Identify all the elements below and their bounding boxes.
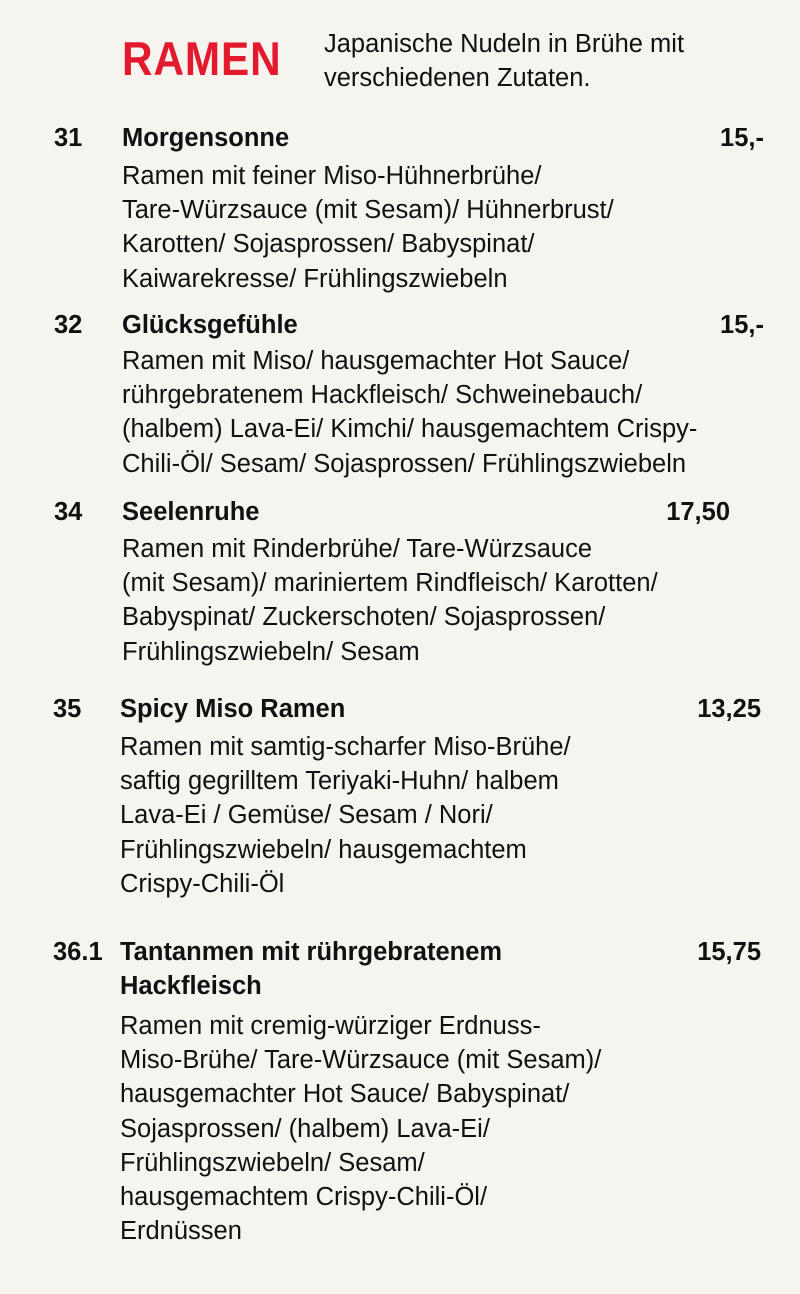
item-description — [122, 532, 782, 669]
item-description-line: Lava-Ei / Gemüse/ Sesam / Nori/ — [120, 801, 493, 830]
item-description-line: Erdnüssen — [120, 1217, 242, 1246]
item-description-line: hausgemachter Hot Sauce/ Babyspinat/ — [120, 1080, 570, 1109]
item-name-line: Spicy Miso Ramen — [120, 695, 346, 723]
item-price: 17,50 — [666, 498, 730, 526]
item-description-line: (mit Sesam)/ mariniertem Rindfleisch/ Karotten/ — [122, 569, 658, 598]
item-name — [122, 308, 642, 342]
item-description-line: Kaiwarekresse/ Frühlingszwiebeln — [122, 264, 508, 293]
item-description-line: Ramen mit feiner Miso-Hühnerbrühe/ — [122, 162, 542, 190]
item-name — [120, 935, 640, 1003]
item-description-line: Tare-Würzsauce (mit Sesam)/ Hühnerbrust/ — [122, 196, 614, 225]
item-name-line: Morgensonne — [122, 124, 290, 152]
item-number: 31 — [54, 124, 83, 152]
item-description-line: Frühlingszwiebeln/ hausgemachtem — [120, 835, 527, 864]
item-price: 13,25 — [697, 695, 761, 723]
item-description-line: Sojasprossen/ (halbem) Lava-Ei/ — [120, 1114, 490, 1143]
item-description — [120, 1009, 780, 1248]
item-number: 35 — [53, 695, 82, 723]
item-description-line: Ramen mit Rinderbrühe/ Tare-Würzsauce — [122, 535, 593, 563]
item-description-line: Frühlingszwiebeln/ Sesam — [122, 637, 420, 666]
item-description-line: hausgemachtem Crispy-Chili-Öl/ — [120, 1183, 488, 1212]
item-description-line: Ramen mit Miso/ hausgemachter Hot Sauce/ — [122, 347, 630, 375]
item-number: 34 — [54, 498, 83, 526]
item-description-line: Karotten/ Sojasprossen/ Babyspinat/ — [122, 230, 535, 259]
section-title: RAMEN — [122, 32, 282, 85]
item-name — [122, 495, 642, 529]
item-name — [122, 121, 642, 155]
item-description-line: Chili-Öl/ Sesam/ Sojasprossen/ Frühlingszwiebeln — [122, 449, 687, 478]
item-description-line: Miso-Brühe/ Tare-Würzsauce (mit Sesam)/ — [120, 1046, 602, 1075]
item-number: 32 — [54, 311, 83, 339]
item-description — [122, 159, 782, 296]
item-description-line: Ramen mit samtig-scharfer Miso-Brühe/ — [120, 733, 571, 761]
item-number: 36.1 — [53, 938, 103, 966]
item-name — [120, 692, 640, 726]
item-name-line: Tantanmen mit rührgebratenem — [120, 938, 503, 966]
item-description-line: saftig gegrilltem Teriyaki-Huhn/ halbem — [120, 767, 559, 796]
section-description-line: Japanische Nudeln in Brühe mit — [324, 30, 685, 58]
item-price: 15,- — [720, 311, 764, 339]
section-description-line: verschiedenen Zutaten. — [324, 64, 591, 92]
item-description-line: Babyspinat/ Zuckerschoten/ Sojasprossen/ — [122, 603, 606, 632]
item-description-line: Ramen mit cremig-würziger Erdnuss- — [120, 1012, 541, 1040]
menu-section-header — [0, 0, 800, 110]
item-price: 15,- — [720, 124, 764, 152]
section-description — [324, 27, 754, 95]
item-description-line: (halbem) Lava-Ei/ Kimchi/ hausgemachtem Crispy- — [122, 415, 698, 444]
item-description-line: Crispy-Chili-Öl — [120, 869, 285, 898]
item-description-line: rührgebratenem Hackfleisch/ Schweinebauch/ — [122, 381, 643, 410]
item-description-line: Frühlingszwiebeln/ Sesam/ — [120, 1148, 425, 1177]
item-description — [122, 344, 782, 481]
item-name-line: Hackfleisch — [120, 972, 262, 1000]
item-description — [120, 730, 780, 901]
item-name-line: Seelenruhe — [122, 498, 260, 526]
item-name-line: Glücksgefühle — [122, 311, 298, 339]
item-price: 15,75 — [697, 938, 761, 966]
